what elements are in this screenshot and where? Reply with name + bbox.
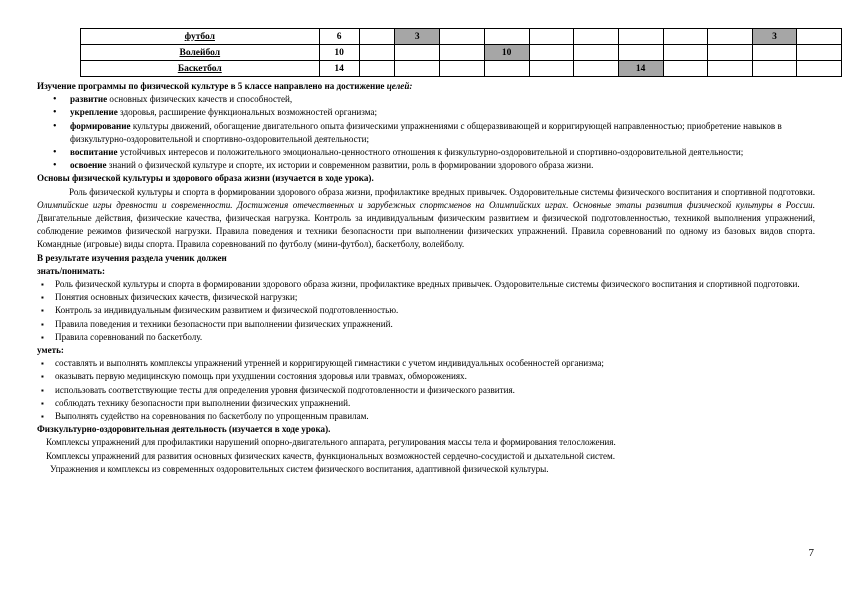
table-cell xyxy=(529,29,574,45)
table-cell: 3 xyxy=(395,29,440,45)
goal-text: знаний о физической культуре и спорте, их истории и современном развитии, роль в формировании здорового образа жизни. xyxy=(106,160,594,171)
table-cell xyxy=(484,61,529,77)
can-list xyxy=(37,357,815,423)
section2-heading: Физкультурно-оздоровительная деятельность (изучается в ходе урока). xyxy=(37,424,331,435)
list-item: ▪ Правила соревнований по баскетболу. xyxy=(37,331,815,344)
goal-term: воспитание xyxy=(70,147,118,158)
table-cell: 10 xyxy=(484,45,529,61)
section2-line: Комплексы упражнений для развития основных физических качеств, функциональных возможностей сердечно-сосудистой и дыхательной систем. xyxy=(46,450,616,461)
table-cell xyxy=(529,61,574,77)
goal-term: развитие xyxy=(70,94,108,105)
table-cell xyxy=(574,29,619,45)
table-row xyxy=(81,61,842,77)
page-number: 7 xyxy=(808,547,814,559)
goal-term: формирование xyxy=(70,120,131,131)
goal-term: освоение xyxy=(70,160,107,171)
hours-table xyxy=(80,28,842,77)
table-cell xyxy=(708,61,753,77)
goal-term: укрепление xyxy=(70,107,118,118)
goal-text: культуры движений, обогащение двигательного опыта физическими упражнениями с общеразвивающей и корригирующей направленностью; приобретение навыков в физкультурно-оздоровительной и спортивно-оздоровительной деятельности; xyxy=(70,120,782,144)
table-cell xyxy=(708,45,753,61)
table-cell xyxy=(359,45,395,61)
body-text xyxy=(37,80,815,476)
table-cell xyxy=(574,61,619,77)
goal-item xyxy=(37,146,815,159)
sport-name: футбол xyxy=(81,29,320,45)
table-cell xyxy=(574,45,619,61)
table-row xyxy=(81,29,842,45)
table-cell xyxy=(708,29,753,45)
section1-heading: Основы физической культуры и здорового образа жизни (изучается в ходе урока). xyxy=(37,173,374,184)
list-item: ▪ Роль физической культуры и спорта в формировании здорового образа жизни, профилактике вредных привычек. Оздоровительные системы физического воспитания и спортивной подготовки. xyxy=(37,278,815,291)
know-heading: знать/понимать: xyxy=(37,265,106,276)
table-cell xyxy=(359,29,395,45)
table-cell xyxy=(359,61,395,77)
list-item: ▪ Понятия основных физических качеств, физической нагрузки; xyxy=(37,291,815,304)
table-cell xyxy=(440,61,485,77)
table-cell: 3 xyxy=(752,29,797,45)
goals-heading: Изучение программы по физической культуре в 5 классе направлено на достижение целей: xyxy=(37,81,413,91)
table-cell xyxy=(440,45,485,61)
list-item: ▪ использовать соответствующие тесты для определения уровня физической подготовленности и физического развития. xyxy=(37,384,815,397)
table-cell xyxy=(752,45,797,61)
know-list xyxy=(37,278,815,344)
list-item: ▪ оказывать первую медицинскую помощь при ухудшении состояния здоровья или травмах, обморожениях. xyxy=(37,370,815,383)
hours-cell: 6 xyxy=(319,29,359,45)
table-cell xyxy=(395,45,440,61)
table-cell xyxy=(752,61,797,77)
table-cell xyxy=(797,61,842,77)
table-cell: 14 xyxy=(618,61,663,77)
can-heading: уметь: xyxy=(37,345,64,356)
goal-text: основных физических качеств и способностей, xyxy=(107,94,293,105)
table-cell xyxy=(618,45,663,61)
table-cell xyxy=(440,29,485,45)
list-item: ▪ Выполнять судейство на соревнования по баскетболу по упрощенным правилам. xyxy=(37,410,815,423)
table-cell xyxy=(529,45,574,61)
list-item: ▪ Контроль за индивидуальным физическим развитием и физической подготовленностью. xyxy=(37,304,815,317)
table-cell xyxy=(484,29,529,45)
table-cell xyxy=(797,29,842,45)
list-item: ▪ соблюдать технику безопасности при выполнении физических упражнений. xyxy=(37,397,815,410)
table-cell xyxy=(663,29,708,45)
section2-line: Комплексы упражнений для профилактики нарушений опорно-двигательного аппарата, регулирования массы тела и формирования телосложения. xyxy=(46,437,616,448)
hours-cell: 14 xyxy=(319,61,359,77)
list-item: ▪ Правила поведения и техники безопасности при выполнении физических упражнений. xyxy=(37,318,815,331)
table-row xyxy=(81,45,842,61)
goals-list xyxy=(37,93,815,172)
section2-line: Упражнения и комплексы из современных оздоровительных систем физического воспитания, адаптивной физической культуры. xyxy=(50,463,549,474)
sport-name: Волейбол xyxy=(81,45,320,61)
list-item: ▪ составлять и выполнять комплексы упражнений утренней и корригирующей гимнастики с учетом индивидуальных особенностей организма; xyxy=(37,357,815,370)
sport-name: Баскетбол xyxy=(81,61,320,77)
goal-item xyxy=(37,120,815,146)
table-cell xyxy=(797,45,842,61)
goal-text: здоровья, расширение функциональных возможностей организма; xyxy=(117,107,378,118)
hours-cell: 10 xyxy=(319,45,359,61)
goal-text: устойчивых интересов и положительного эмоционально-ценностного отношения к физкультурно-оздоровительной и спортивно-оздоровительной деятельности; xyxy=(117,147,744,158)
goal-item xyxy=(37,106,815,119)
table-cell xyxy=(618,29,663,45)
result-heading: В результате изучения раздела ученик должен xyxy=(37,252,227,263)
table-cell xyxy=(663,61,708,77)
table-cell xyxy=(395,61,440,77)
section1-paragraph: Роль физической культуры и спорта в формировании здорового образа жизни, профилактике вредных привычек. Оздоровительные системы физического воспитания и спортивной подготовки. Олимпийские игры древности и современности. Достижения отечественных и зарубежных спортсменов на Олимпийских играх. Основные этапы развития физической культуры в России. Двигательные действия, физические качества, физическая нагрузка. Контроль за индивидуальным физическим развитием и физической подготовленностью, техникой выполнения упражнений, соблюдение режимов физической нагрузки. Правила поведения и техники безопасности при выполнении физических упражнений. Правила соревнований по одному из базовых видов спорта. Командные (игровые) виды спорта. Правила соревнований по футболу (мини-футбол), баскетболу, волейболу. xyxy=(37,186,815,250)
goal-item xyxy=(37,93,815,106)
table-cell xyxy=(663,45,708,61)
goal-item xyxy=(37,159,815,172)
